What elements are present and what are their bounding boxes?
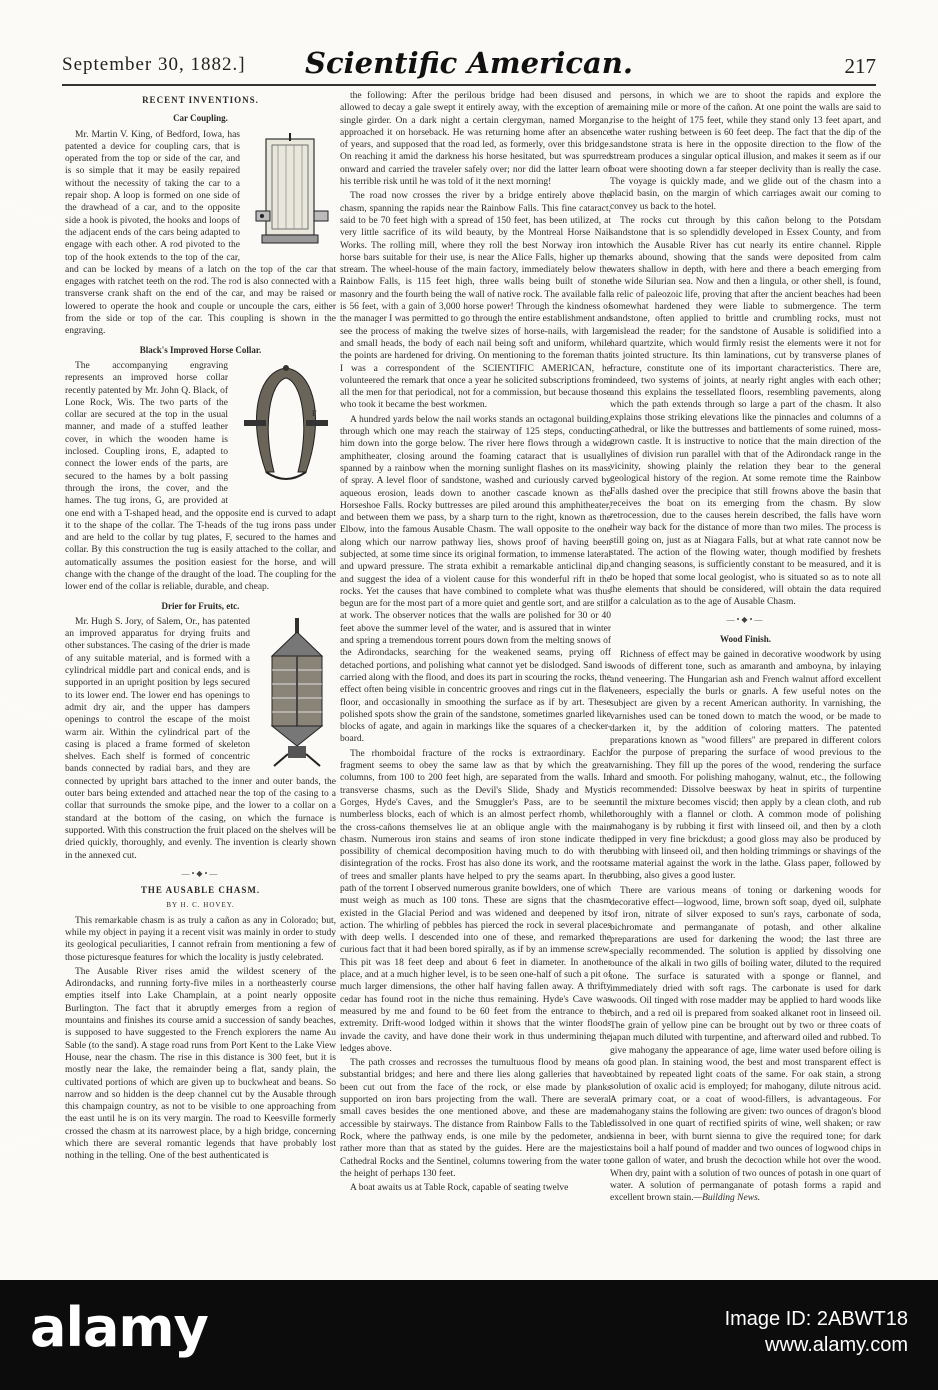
article-title-car-coupling: Car Coupling.: [173, 113, 228, 124]
publication-title: Scientific American.: [305, 46, 633, 80]
chasm-paragraph-10: The rocks cut through by this cañon belong to the Potsdam sandstone that is so splendidly developed in Essex County, and from which the Ausable River has cut nearly its entire channel. Ripple marks abound, showing that the sands were deposited from calm waters shallow in depth, with here and there a beach emerging from the wide Silurian sea. Now and then a lingula, or other shell, is found, a relic of paleozoic life, proving that after the ancient beaches had been somewhat hardened they were liable to submergence. The term sandstone, often applied to brittle and crumbling rocks, must not mislead the reader; for the sandstone of Ausable is solidified into a hard quartzite, which would firmly resist the elements were it not for its jointed structure. Its thin laminations, cut by transverse planes of fracture, constitute one of its important characteristics. There are, indeed, two systems of joints, at nearly right angles with each other; and this explains the tessellated floors, resembling pavements, along which the path extends through so large a part of the chasm. It also explains those striking elevations like the pinnacles and columns of a cathedral, or like the buttresses and battlements of some ruined, moss-grown castle. It is instructive to notice that the main direction of the lines of division run parallel with that of the Adirondack range in the vicinity, showing plainly the relation they bear to the general geological history of the region. At some remote time the Rainbow Falls dashed over the precipice that still frowns above the basin that receives the boat on its emerging from the chasm. By slow retrocession, due to the causes herein described, the falls have worn their way back for the distance of more than two miles. The process is still going on, just as at Niagara Falls, but at what rate cannot now be stated. The action of the flowing water, though modified by freshets and changing seasons, is sufficiently constant to be measured, and it is to be hoped that some local geologist, who is situated so as to note all the elements that should be considered, will obtain the data required for a calculation as to the age of Ausable Chasm.: [610, 215, 881, 608]
section-divider-ornament: —•◆•—: [181, 868, 220, 878]
fruit-drier-engraving: [258, 618, 336, 768]
article-title-ausable-chasm: THE AUSABLE CHASM.: [140, 885, 261, 896]
horse-collar-engraving: [236, 362, 336, 492]
column-1: [65, 90, 336, 1265]
chasm-paragraph-8: A boat awaits us at Table Rock, capable of seating twelve: [350, 1183, 569, 1194]
chasm-paragraph-2: The Ausable River rises amid the wildest scenery of the Adirondacks, and running forty-five miles in a northeasterly course empties itself into Lake Champlain, at a point nearly opposite Burlington. The fact that it abruptly emerges from a region of mountains and finishes its course amid a succession of sandy beaches, is supposed to have suggested to the French explorers the name Au Sable (to the sand). A stage road runs from Port Kent to the Lake View House, near the chasm. The rise in this distance is 300 feet, but it is mostly near the lake, the remainder being a flat, sandy plain, the cultivated portions of which are given up to buckwheat and beans. So narrow and so hidden is the deep channel cut by the Ausable through this champaign country, as not to be visible to one approaching from the east until he is on its very margin. The road to Keesville formerly crossed the chasm at its narrowest place, by a high bridge, concerning which there are several romantic legends that have probably lost nothing in the telling. One of the best authenticated is: [65, 966, 336, 1162]
wood-finish-paragraph-1: Richness of effect may be gained in decorative woodwork by using woods of different tone, such as amaranth and amboyna, by inlaying and veneering. The Hungarian ash and French walnut afford excellent veneers, especially the burls or gnarls. A few useful notes on the subject are given by a recent American authority. In varnishing, the varnishes used can be toned down to match the wood, or be made to darken it, by the addition of coloring matters. The patented preparations known as "wood fillers" are prepared in different colors for the purpose of preparing the surface of wood previous to the varnishing. They fill up the pores of the wood, rendering the surface hard and smooth. For polishing mahogany, walnut, etc., the following is recommended: Dissolve beeswax by heat in spirits of turpentine until the mixture becomes viscid; then apply by a clean cloth, and rub thoroughly with a flannel or cloth. A common mode of polishing mahogany is by rubbing it first with linseed oil, and then by a cloth dipped in very fine brickdust; a good gloss may also be produced by rubbing with linseed oil, and then holding trimmings or shavings of the same material against the work in the lathe. Glass paper, followed by rubbing, also gives a good luster.: [610, 650, 881, 882]
horse-collar-text: The accompanying engraving represents an improved horse collar recently patented by Mr. John Q. Black, of Lone Rock, Wis. The two parts of the collar are secured at the top in the usual manner, and made of a stuffed leather cover, in which the wooden hame is inclosed. Coupling irons, E, adapted to connect the lower ends of the parts, are secured to the hames by a bolt passing through the irons, the cover, and the hames. The tug irons, G, are provided at one end with a T-shaped head, and the opposite end is curved to adapt it to the shape of the collar. The T-heads of the tug irons pass under and are held to the collar by tug plates, F, secured to the hames and collar. By this construction the tug is easily attached to the collar, and automatically assumes the position easiest for the horse, and will change with the change of the draught of the load. The coupling for the lower end of the collar is reliable, durable, and cheap.: [65, 360, 336, 593]
car-coupling-text: Mr. Martin V. King, of Bedford, Iowa, has patented a device for coupling cars, that is operated from the top or side of the car, and is so simple that it may be easily repaired without the necessity of taking the car to a repair shop. A loop is formed on one side of the drawhead of a car, and to the opposite side a hook is pivoted, the hooks and loops of the adjacent ends of the cars being adapted to engage with each other. A rod pivoted to the top of the hook extends to the top of the car, and can be locked by means of a latch on the top of the car that engages with ratchet teeth on the rod. The rod is also connected with a transverse crank shaft on the end of the car, and may be raised or lowered to operate the hook and couple or uncouple the cars, either from the side or top of the car. This coupling is shown in the engraving.: [65, 129, 336, 337]
svg-text:F: F: [312, 408, 317, 418]
site-url: www.alamy.com: [765, 1334, 908, 1356]
wood-finish-paragraph-2-text: There are various means of toning or darkening woods for decorative effect—logwood, lime, brown soft soap, dyed oil, sulphate of iron, nitrate of silver exposed to sun's rays, carbonate of soda, bichromate and permanganate of potash, and other alkaline preparations are used for darkening the wood; the last three are specially recommended. The solution is applied by dissolving one ounce of the alkali in two gills of boiling water, diluted to the required tone. The surface is saturated with a sponge or flannel, and immediately dried with soft rags. The carbonate is used for dark woods. Oil tinged with rose madder may be applied to hard woods like birch, and a red oil is prepared from soaked alkanet root in linseed oil. The grain of yellow pine can be brought out by two or three coats of japan much diluted with turpentine, and afterward oiled and rubbed. To give mahogany the appearance of age, lime water used before oiling is a good plan. In staining wood, the best and most transparent effect is obtained by repeated light coats of the same. For oak stain, a strong solution of oxalic acid is employed; for mahogany, dilute nitrous acid. A primary coat, or a coat of wood-fillers, is advantageous. For mahogany stains the following are given: two ounces of dragon's blood dissolved in one quart of rectified spirits of wine, well shaken; or raw sienna in beer, with burnt sienna to give the required tone; for dark stains boil a half pound of madder and two ounces of logwood chips in one gallon of water, and brush the decoction while hot over the wood. When dry, paint with a solution of two ounces of potash in one quart of water. A solution of permanganate of potash forms a rapid and excellent brown stain.: [610, 885, 881, 1204]
drier-text: Mr. Hugh S. Jory, of Salem, Or., has patented an improved apparatus for drying fruits and other substances. The casing of the drier is made of any suitable material, and is formed with a cylindrical middle part and conical ends, and is supported in an upright position by legs secured to its lower end. The lower end has openings to admit dry air, and the upper has dampers openings to control the escape of the moist warm air. Within the cylindrical part of the casing is placed a frame formed of skeleton shelves. Each shelf is formed of concentric bands connected by radial bars, and they are connected by upright bars attached to the inner and outer bands, the outer bars being extended and attached near the top of the casing to a collar that surrounds the smoke pipe, and the lower to a collar on a standard at the bottom of the casing, on which the furnace is supported. With this construction the fruit placed on the shelves will be dried quickly, thoroughly, and evenly. The invention is clearly shown in the annexed cut.: [65, 616, 336, 861]
issue-date: September 30, 1882.]: [62, 54, 246, 75]
chasm-paragraph-3: the following: After the perilous bridge had been disused and allowed to decay a gale swept it entirely away, with the exception of a single girder. On a dark night a certain clergyman, named Morgan, approached it on horseback. He was returning home after an absence of years, and supposed that the road led, as formerly, over this bridge. On reaching it amid the darkness his horse hesitated, but was spurred onward and carried the traveler safely over; nor did the latter learn of his terrible risk until he was told of it the next morning!: [340, 91, 611, 188]
masthead: [62, 46, 876, 86]
stock-footer-bar: [0, 1280, 938, 1390]
section-divider-ornament: —•◆•—: [726, 615, 765, 625]
alamy-logo: alamy: [30, 1296, 208, 1359]
source-credit: —Building News.: [693, 1193, 761, 1204]
image-id-block: [725, 1306, 908, 1358]
chasm-paragraph-6: The rhomboidal fracture of the rocks is extraordinary. Each fragment seems to obey the same law as that by which the great columns, from 100 to 200 feet high, are separated from the walls. In transverse chasms, such as the Devil's Slide, Shady and Mystic Gorges, Hyde's Caves, and the Smuggler's Pass, are to be seen numberless blocks, each of which is an almost perfect rhomb, while the cross-cañons themselves lie at an oblique angle with the main chasm. Numerous iron stains and seams of iron stone indicate the possibility of chemical decomposition having much to do with the disintegration of the rocks. Frost has also done its work, and the roots of trees and smaller plants have helped to pry the seams apart. In the path of the torrent I observed numerous granite bowlders, one of which must weigh as much as 100 tons. These are signs that the chasm existed in the Glacial Period and was widened and deepened by its action. The whirling of pebbles has pierced the rock in several places with deep wells. I descended into one of these, and remarked the curious fact that it had been bored spirally, as if by an immense screw. This pit was 18 feet deep and about 6 feet in diameter. In another place, and at a much higher level, is to be seen one-half of such a pit of much larger dimensions, the other half having fallen away. A thrifty cedar has found root in the niche thus remaining. Hyde's Cave was measured by me and found to be 60 feet from the entrance to the extremity. Drift-wood lodged within it shows that the winter floods invade the cavity, and have done their work in thus undermining the ledges above.: [340, 748, 611, 1054]
page-number: 217: [844, 54, 876, 78]
article-title-drier: Drier for Fruits, etc.: [161, 600, 240, 611]
column-2: [340, 90, 611, 1265]
chasm-paragraph-7: The path crosses and recrosses the tumultuous flood by means of substantial bridges; and here and there lies along galleries that have been cut out from the face of the rock, or else made by planks supported on iron bars projecting from the wall. There are several small caves besides the one mentioned above, and these are made accessible by stairways. The distance from Rainbow Falls to the Table Rock, where the pathway ends, is one mile by the pedometer, and rather more than that as stated by the guides. Here are the majestic Cathedral Rocks and the Sentinel, columns towering from the water to the height of perhaps 130 feet.: [340, 1058, 611, 1179]
article-title-horse-collar: Black's Improved Horse Collar.: [139, 344, 262, 355]
column-3: [610, 90, 881, 1265]
byline: BY H. C. HOVEY.: [166, 901, 235, 910]
chasm-paragraph-4: The road now crosses the river by a bridge entirely above the chasm, spanning the rapids near the Rainbow Falls. This fine cataract, said to be 70 feet high with a spread of 150 feet, has been utilized, at very little sacrifice of its wild beauty, by the Montreal Horse Nail Works. The rolling mill, where they roll the best Norway iron into horse bars suitable for their use, is near the Alice Falls, higher up the stream. The wheel-house of the main factory, immediately below the Rainbow Falls, is 115 feet high, three walls being built of stone masonry and the fourth being the wall of native rock. The available fall is 56 feet, with a gain of 3,000 horse power! Through the kindness of the manager I was permitted to go through the entire establishment and see the process of making the twelve sizes of horse-nails, with large and small heads, the body of each nail being soft and uniform, while the points are hardened for driving. On mentioning to the foreman that I was a correspondent of the SCIENTIFIC AMERICAN, he volunteered the remark that once a year he solicited subscriptions from all the men for that periodical, not for a commission, but because those who took it became the best workmen.: [340, 191, 611, 411]
wood-finish-paragraph-2: [610, 885, 881, 1205]
car-coupling-engraving: [248, 131, 336, 249]
chasm-paragraph-9: persons, in which we are to shoot the rapids and explore the remaining mile or more of the cañon. At one point the walls are said to rise to the height of 175 feet, while they stand only 13 feet apart, and the water rushing between is 60 feet deep. The fact that the dip of the sandstone strata is here in the opposite direction to the flow of the stream produces a singular optical illusion, and makes it seem as if our boat were shooting down a far steeper declivity than is really the case. The voyage is quickly made, and we glide out of the chasm into a placid basin, on the margin of which carriages await our coming to convey us back to the hotel.: [610, 91, 881, 212]
section-heading: RECENT INVENTIONS.: [142, 95, 259, 105]
image-id: Image ID: 2ABWT18: [724, 1308, 908, 1330]
header-rule: [62, 84, 876, 86]
chasm-paragraph-1: This remarkable chasm is as truly a cañon as any in Colorado; but, while my object in paying it a recent visit was mainly in order to study its geological peculiarities, I cannot refrain from mentioning a few of those picturesque features for which the locality is justly celebrated.: [65, 915, 336, 963]
chasm-paragraph-5: A hundred yards below the nail works stands an octagonal building, through which one may reach the stairway of 125 steps, conducting him down into the gorge below. The river here flows through a wide amphitheater, closing around the foaming cataract that is usually spanned by a rainbow when the morning sunlight flashes on its mass of spray. A level floor of sandstone, washed and curiously carved by aqueous erosion, leads down to another cascade known as the Horseshoe Falls. Rocky buttresses are piled around this amphitheater, and between them we pass, by a sharp turn to the right, known as the Elbow, into the famous Ausable Chasm. The wall opposite to the one along which our narrow pathway lies, shows proof of having been subjected, at some time since its original formation, to immense lateral and upward pressure. The strata exhibit a remarkable anticlinal dip, and suggest the idea of a violent cause for this wonderful rift in the rocks. Yet the causes that have combined to complete what was thus begun are for the most part of a more quiet and gentle sort, and are still at work. The observer notices that the walls are polished for 30 or 40 feet above the summer level of the water, and is assured that in winter and spring a tremendous torrent pours down from the melting snows of the Adirondacks, searching for the weakened seams, prying off detached portions, and polishing what cannot yet be dislodged. Sand is carried along with the flood, and does its part in scouring the rocks, the effect often being visible in concentric grooves and rings cut in the flat floor, and occasionally in smoothing the surface as if by art. These polished spots show the grain of the sandstone, sometimes gnarled like blocks of agate, and again in markings like the squares of a checker-board.: [340, 414, 611, 745]
article-title-wood-finish: Wood Finish.: [719, 633, 772, 644]
